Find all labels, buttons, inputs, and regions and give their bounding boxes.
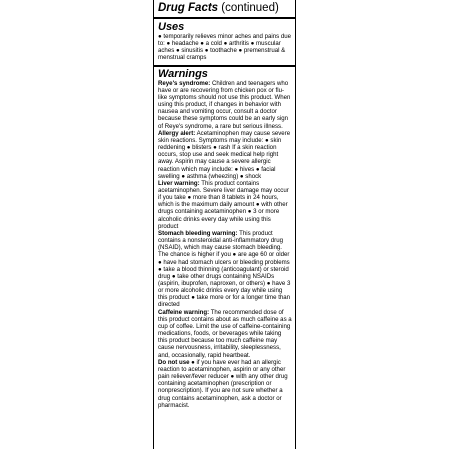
stomach-heading: Stomach bleeding warning: (158, 229, 238, 237)
warnings-body (158, 80, 292, 409)
stomach-text: This product contains a nonsteroidal anti-inflammatory drug (NSAID), which may cause stomach bleeding. The chance is higher if you ● are age 60 or older ● have had stomach ulcers or bleeding problems ● take a blood thinning (anticoagulant) or steroid drug ● take other drugs containing NSAIDs (aspirin, ibuprofen, naproxen, or others) ● have 3 or more alcoholic drinks every day while using this product ● take more or for a longer time than directed (158, 229, 291, 309)
warnings-section (154, 67, 295, 409)
uses-heading: Uses (158, 21, 185, 33)
donotuse-heading: Do not use (158, 358, 190, 366)
reyes-heading: Reye's syndrome: (158, 79, 211, 87)
stomach-paragraph (158, 230, 292, 309)
allergy-paragraph (158, 130, 292, 180)
allergy-heading: Allergy alert: (158, 129, 196, 137)
caffeine-paragraph (158, 309, 292, 359)
drug-facts-title (154, 0, 295, 19)
title-bold: Drug Facts (158, 2, 219, 14)
caffeine-text: The recommended dose of this product contains about as much caffeine as a cup of coffee. Limit the use of caffeine-containing medications, foods, or beverages while taking this product because too much caffeine may cause nervousness, irritability, sleeplessness, and, occasionally, rapid heartbeat. (158, 308, 292, 359)
donotuse-paragraph (158, 359, 292, 409)
reyes-text: Children and teenagers who have or are recovering from chicken pox or flu-like symptoms should not use this product. When using this product, if changes in behavior with nausea and vomiting occur, consult a doctor because these symptoms could be an early sign of Reye's syndrome, a rare but serious illness. (158, 79, 291, 130)
donotuse-text: ● if you have ever had an allergic reaction to acetaminophen, aspirin or any other pain reliever/fever reducer ● with any other drug containing acetaminophen (prescription or nonprescription). If you are not sure whether a drug contains acetaminophen, ask a doctor or pharmacist. (158, 358, 288, 409)
caffeine-heading: Caffeine warning: (158, 308, 210, 316)
uses-section (154, 19, 295, 67)
liver-text: This product contains acetaminophen. Severe liver damage may occur if you take ● more than 8 tablets in 24 hours, which is the maximum daily amount ● with other drugs containing acetaminophen ● 3 or more alcoholic drinks every day while using this product (158, 179, 289, 230)
liver-paragraph (158, 180, 292, 230)
warnings-heading: Warnings (158, 67, 208, 80)
title-rest: (continued) (218, 2, 279, 14)
liver-heading: Liver warning: (158, 179, 200, 187)
reyes-paragraph (158, 80, 292, 130)
uses-text: ● temporarily relieves minor aches and pains due to: ● headache ● a cold ● arthritis ● muscular aches ● sinusitis ● toothache ● premenstrual & menstrual cramps (158, 33, 292, 62)
allergy-text: Acetaminophen may cause severe skin reactions. Symptoms may include: ● skin reddening ● blisters ● rash If a skin reaction occurs, stop use and seek medical help right away. Aspirin may cause a severe allergic reaction which may include: ● hives ● facial swelling ● asthma (wheezing) ● shock (158, 129, 291, 180)
drug-facts-label (153, 0, 296, 449)
